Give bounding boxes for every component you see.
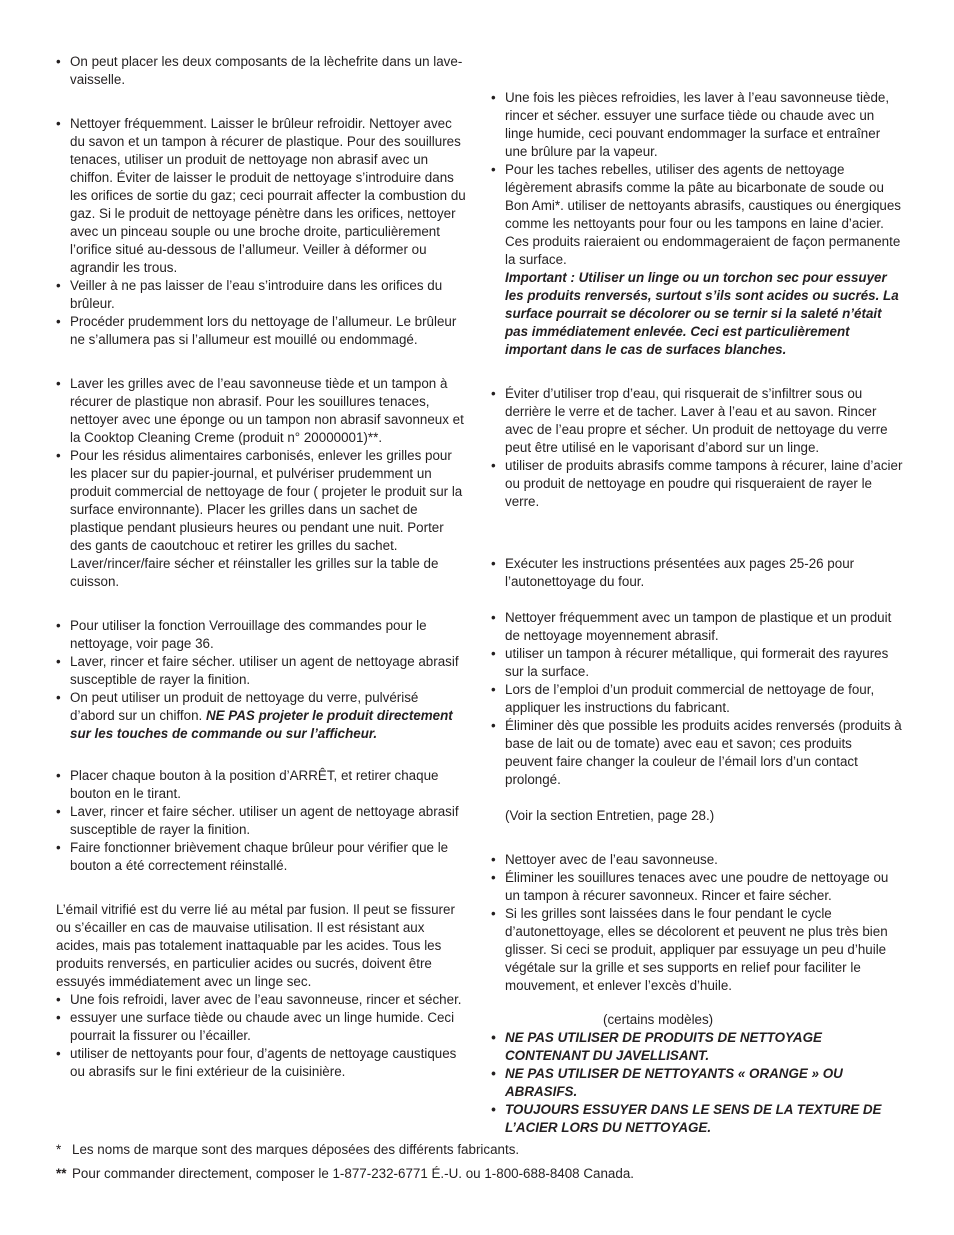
list-item: • Laver, rincer et faire sécher. utiliser un agent de nettoyage abrasif susceptible de rayer la finition. <box>56 653 466 689</box>
oven-bottom-section <box>491 609 903 789</box>
list-item: • Une fois refroidi, laver avec de l’eau savonneuse, rincer et sécher. <box>56 991 466 1009</box>
list-item: • utiliser de nettoyants pour four, d’agents de nettoyage caustiques ou abrasifs sur le fini extérieur de la cuisinière. <box>56 1045 466 1081</box>
stainless-steel-section <box>491 1029 903 1137</box>
list-item <box>491 161 903 359</box>
control-panel-section <box>56 617 466 743</box>
list-item-text: On peut utiliser un produit de nettoyage du verre, pulvérisé d’abord sur un chiffon. <box>70 690 419 723</box>
footnote-text: Pour commander directement, composer le 1-877-232-6771 É.-U. ou 1-800-688-8408 Canada. <box>72 1166 634 1181</box>
footnote-ordering <box>56 1165 916 1183</box>
list-item: • NE PAS UTILISER DE PRODUITS DE NETTOYAGE CONTENANT DU JAVELLISANT. <box>491 1029 903 1065</box>
knobs-section <box>56 767 466 875</box>
footnote-text: Les noms de marque sont des marques déposées des différents fabricants. <box>72 1142 520 1157</box>
self-clean-section <box>491 555 903 591</box>
painted-surfaces-section <box>491 89 903 359</box>
list-item: • Faire fonctionner brièvement chaque brûleur pour vérifier que le bouton a été correctement réinstallé. <box>56 839 466 875</box>
maintenance-reference: (Voir la section Entretien, page 28.) <box>505 808 715 823</box>
list-item: • essuyer une surface tiède ou chaude avec un linge humide. Ceci pourrait la fissurer ou l’écailler. <box>56 1009 466 1045</box>
burner-section <box>56 115 466 349</box>
list-item: • Exécuter les instructions présentées aux pages 25-26 pour l’autonettoyage du four. <box>491 555 903 591</box>
footnote-trademark <box>56 1141 916 1159</box>
footnote-mark: * <box>56 1142 62 1157</box>
left-column <box>56 53 466 1081</box>
footnotes <box>56 1141 916 1189</box>
list-item: • Laver, rincer et faire sécher. utiliser un agent de nettoyage abrasif susceptible de rayer la finition. <box>56 803 466 839</box>
list-item <box>56 689 466 743</box>
list-item: • Pour utiliser la fonction Verrouillage des commandes pour le nettoyage, voir page 36. <box>56 617 466 653</box>
list-item: • Une fois les pièces refroidies, les laver à l’eau savonneuse tiède, rincer et sécher. essuyer une surface tiède ou chaude avec un linge humide, ceci pouvant endommager la surface et entraîner une brûlure par la vapeur. <box>491 89 903 161</box>
oven-door-glass-section <box>491 385 903 511</box>
list-item: • Nettoyer fréquemment avec un tampon de plastique et un produit de nettoyage moyennement abrasif. <box>491 609 903 645</box>
list-item: • Procéder prudemment lors du nettoyage de l’allumeur. Le brûleur ne s’allumera pas si l’allumeur est mouillé ou endommagé. <box>56 313 466 349</box>
list-item-text: Pour les taches rebelles, utiliser des agents de nettoyage légèrement abrasifs comme la pâte au bicarbonate de soude ou Bon Ami*. utiliser de nettoyants abrasifs, caustiques ou énergiques comme les nettoyants pour four ou les tampons en laine d’acier. Ces produits raieraient ou endommageraient de façon permanente la surface. <box>505 162 901 267</box>
warning-text: NE PAS projeter le produit directement sur les touches de commande ou sur l’afficheur. <box>70 708 453 741</box>
right-column <box>491 89 903 1137</box>
list-item: • Laver les grilles avec de l’eau savonneuse tiède et un tampon à récurer de plastique non abrasif. Pour les souillures tenaces, nettoyer avec une éponge ou un tampon non abrasif savonneux et la Cooktop Cleaning Creme (produit n° 20000001)**. <box>56 375 466 447</box>
list-item: • Pour les résidus alimentaires carbonisés, enlever les grilles pour les placer sur du papier-journal, et pulvériser prudemment un produit commercial de nettoyage de four ( projeter le produit sur la surface environnante). Placer les grilles dans un sachet de plastique pendant plusieurs heures ou pendant une nuit. Porter des gants de caoutchouc et retirer les grilles du sachet. Laver/rincer/faire sécher et réinstaller les grilles sur la table de cuisson. <box>56 447 466 591</box>
list-item: • Si les grilles sont laissées dans le four pendant le cycle d’autonettoyage, elles se décolorent et peuvent ne plus très bien glisser. Si ceci se produit, appliquer par essuyage un peu d’huile végétale sur la grille et ses supports en relief pour faciliter le mouvement, et enlever l’excès d’huile. <box>491 905 903 995</box>
list-item: • TOUJOURS ESSUYER DANS LE SENS DE LA TEXTURE DE L’ACIER LORS DU NETTOYAGE. <box>491 1101 903 1137</box>
enamel-paragraph: L’émail vitrifié est du verre lié au métal par fusion. Il peut se fissurer ou s’écailler en cas de mauvaise utilisation. Il est résistant aux acides, mais pas totalement inattaquable par les acides. Tous les produits renversés, en particulier acides ou sucrés, doivent être essuyés immédiatement avec un linge sec. <box>56 902 455 989</box>
list-item: • NE PAS UTILISER DE NETTOYANTS « ORANGE » OU ABRASIFS. <box>491 1065 903 1101</box>
important-note: Important : Utiliser un linge ou un torchon sec pour essuyer les produits renversés, surtout s’ils sont acides ou sucrés. La surface pourrait se décolorer ou se ternir si la saleté n’était pas immédiatement enlevée. Ceci est particulièrement important dans le cas de surfaces blanches. <box>505 270 899 357</box>
list-item: • Lors de l’emploi d’un produit commercial de nettoyage de four, appliquer les instructions du fabricant. <box>491 681 903 717</box>
list-item: • Placer chaque bouton à la position d’ARRÊT, et retirer chaque bouton en le tirant. <box>56 767 466 803</box>
list-item: • Éliminer les souillures tenaces avec une poudre de nettoyage ou un tampon à récurer savonneux. Rincer et faire sécher. <box>491 869 903 905</box>
list-item: • Veiller à ne pas laisser de l’eau s’introduire dans les orifices du brûleur. <box>56 277 466 313</box>
list-item: • utiliser un tampon à récurer métallique, qui formerait des rayures sur la surface. <box>491 645 903 681</box>
list-item: • On peut placer les deux composants de la lèchefrite dans un lave-vaisselle. <box>56 53 466 89</box>
list-item: • utiliser de produits abrasifs comme tampons à récurer, laine d’acier ou produit de nettoyage en poudre qui risqueraient de rayer le verre. <box>491 457 903 511</box>
list-item: • Nettoyer fréquemment. Laisser le brûleur refroidir. Nettoyer avec du savon et un tampon à récurer de plastique. Pour des souillures tenaces, utiliser un produit de nettoyage non abrasif avec un chiffon. Éviter de laisser le produit de nettoyage s’introduire dans les orifices de sortie du gaz; ceci pourrait affecter la combustion du gaz. Si le produit de nettoyage pénètre dans les orifices, nettoyer avec un pinceau souple ou une broche droite, particulièrement l’orifice situé au-dessous de l’allumeur. Veiller à déformer ou agrandir les trous. <box>56 115 466 277</box>
list-item: • Éliminer dès que possible les produits acides renversés (produits à base de lait ou de tomate) avec eau et savon; ces produits peuvent faire changer la couleur de l’émail lors d’un contact prolongé. <box>491 717 903 789</box>
oven-racks-section <box>491 851 903 995</box>
grates-section <box>56 375 466 591</box>
models-note: (certains modèles) <box>603 1012 714 1027</box>
list-item: • Éviter d’utiliser trop d’eau, qui risquerait de s’infiltrer sous ou derrière le verre et de tacher. Laver à l’eau et au savon. Rincer avec de l’eau propre et sécher. Un produit de nettoyage du verre peut être utilisé en le vaporisant d’abord sur un linge. <box>491 385 903 457</box>
list-item: • Nettoyer avec de l’eau savonneuse. <box>491 851 903 869</box>
broiler-pan-section <box>56 53 466 89</box>
enamel-section <box>56 991 466 1081</box>
footnote-mark: ** <box>56 1166 67 1181</box>
